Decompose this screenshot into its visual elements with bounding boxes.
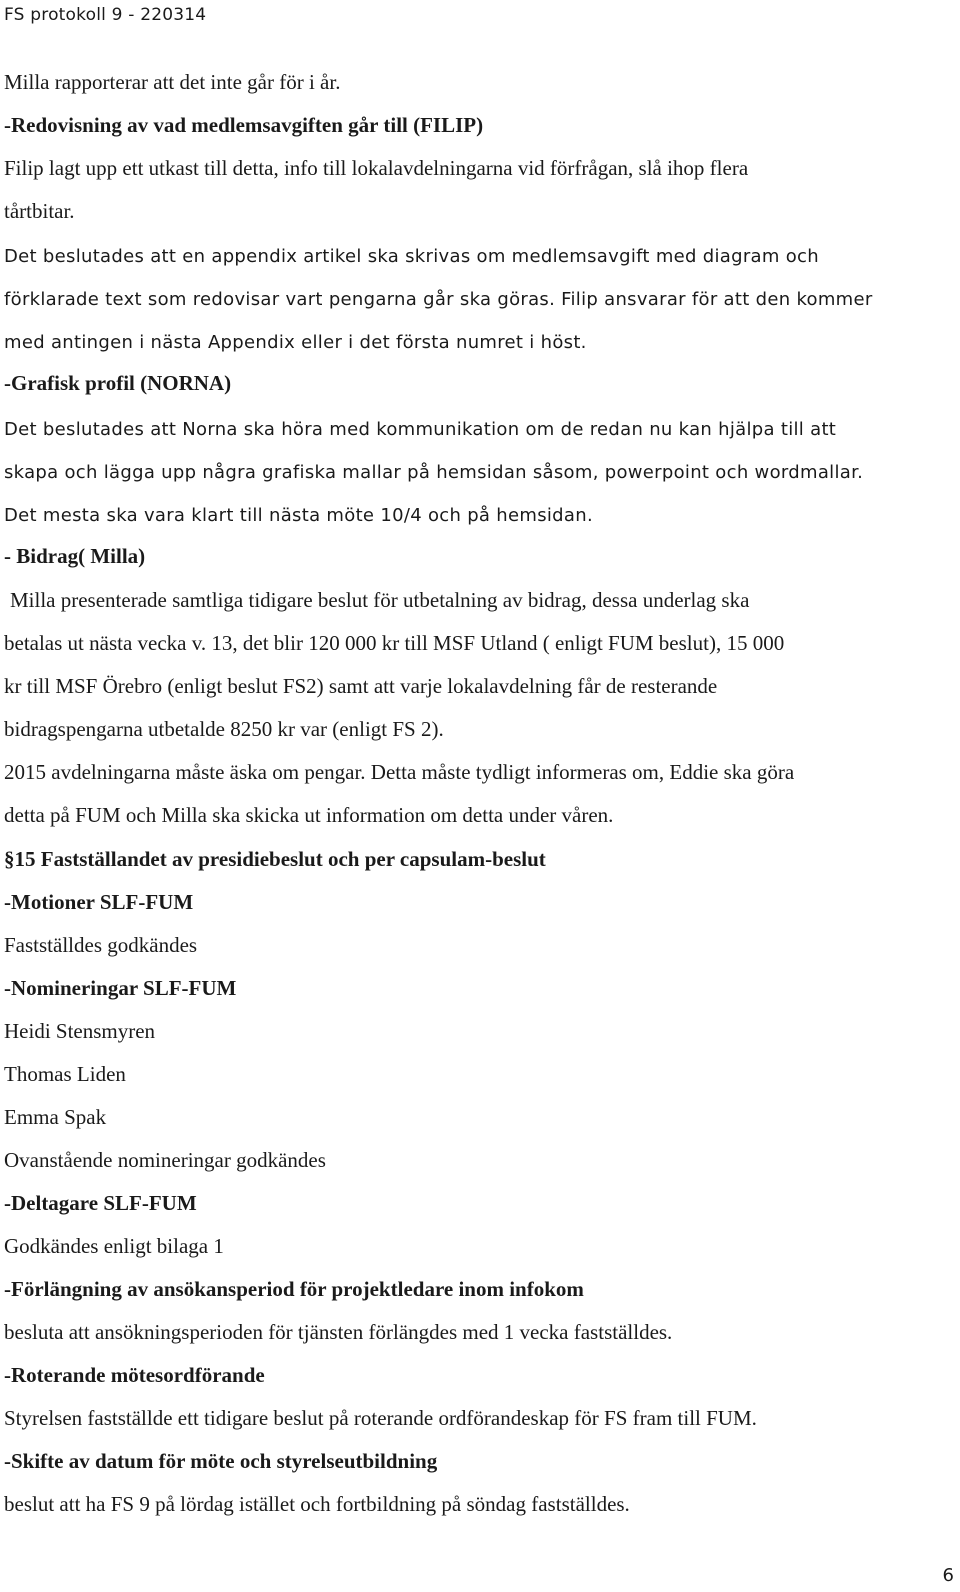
paragraph-line: beslut att ha FS 9 på lördag istället och fortbildning på söndag fastställdes. <box>4 1492 630 1516</box>
paragraph-line: bidragspengarna utbetalde 8250 kr var (enligt FS 2). <box>4 717 444 741</box>
paragraph-line: Filip lagt upp ett utkast till detta, info till lokalavdelningarna vid förfrågan, slå ihop flera <box>4 156 749 180</box>
paragraph-line: Styrelsen fastställde ett tidigare beslut på roterande ordförandeskap för FS fram till FUM. <box>4 1406 757 1430</box>
document-title: FS protokoll 9 - 220314 <box>4 5 207 25</box>
paragraph-line: skapa och lägga upp några grafiska mallar på hemsidan såsom, powerpoint och wordmallar. <box>4 462 864 483</box>
section-heading-forlangning: -Förlängning av ansökansperiod för projektledare inom infokom <box>4 1277 584 1301</box>
paragraph-line: tårtbitar. <box>4 199 75 223</box>
paragraph-line: Milla rapporterar att det inte går för i år. <box>4 70 341 94</box>
nominee-name: Emma Spak <box>4 1105 107 1129</box>
paragraph-line: förklarade text som redovisar vart pengarna går ska göras. Filip ansvarar för att den kommer <box>4 289 873 310</box>
section-heading-paragraph-15: §15 Fastställandet av presidiebeslut och per capsulam-beslut <box>4 847 546 871</box>
paragraph-line: 2015 avdelningarna måste äska om pengar. Detta måste tydligt informeras om, Eddie ska göra <box>4 760 795 784</box>
paragraph-line: Det beslutades att Norna ska höra med kommunikation om de redan nu kan hjälpa till att <box>4 419 837 440</box>
section-heading-nomineringar: -Nomineringar SLF-FUM <box>4 976 237 1000</box>
page-header <box>0 0 960 30</box>
paragraph-line: kr till MSF Örebro (enligt beslut FS2) samt att varje lokalavdelning får de resterande <box>4 674 718 698</box>
section-heading-roterande: -Roterande mötesordförande <box>4 1363 265 1387</box>
page-number: 6 <box>942 1565 954 1586</box>
nominee-name: Heidi Stensmyren <box>4 1019 156 1043</box>
paragraph-line: betalas ut nästa vecka v. 13, det blir 120 000 kr till MSF Utland ( enligt FUM beslut), 15 000 <box>4 631 785 655</box>
paragraph-line: Det mesta ska vara klart till nästa möte 10/4 och på hemsidan. <box>4 505 593 526</box>
paragraph-line: Ovanstående nomineringar godkändes <box>4 1148 326 1172</box>
paragraph-line: besluta att ansökningsperioden för tjänsten förlängdes med 1 vecka fastställdes. <box>4 1320 673 1344</box>
paragraph-line: Det beslutades att en appendix artikel ska skrivas om medlemsavgift med diagram och <box>4 246 819 267</box>
section-heading-bidrag: - Bidrag( Milla) <box>4 544 146 568</box>
paragraph-line: Godkändes enligt bilaga 1 <box>4 1234 224 1258</box>
nominee-name: Thomas Liden <box>4 1062 126 1086</box>
paragraph-line: med antingen i nästa Appendix eller i det första numret i höst. <box>4 332 587 353</box>
paragraph-line: Milla presenterade samtliga tidigare beslut för utbetalning av bidrag, dessa underlag ska <box>10 588 750 612</box>
paragraph-line: detta på FUM och Milla ska skicka ut information om detta under våren. <box>4 803 614 827</box>
section-heading-redovisning: -Redovisning av vad medlemsavgiften går till (FILIP) <box>4 113 484 137</box>
section-heading-motioner: -Motioner SLF-FUM <box>4 890 194 914</box>
section-heading-grafisk-profil: -Grafisk profil (NORNA) <box>4 371 232 395</box>
section-heading-deltagare: -Deltagare SLF-FUM <box>4 1191 197 1215</box>
section-heading-skifte-av-datum: -Skifte av datum för möte och styrelseutbildning <box>4 1449 438 1473</box>
paragraph-line: Fastställdes godkändes <box>4 933 198 957</box>
